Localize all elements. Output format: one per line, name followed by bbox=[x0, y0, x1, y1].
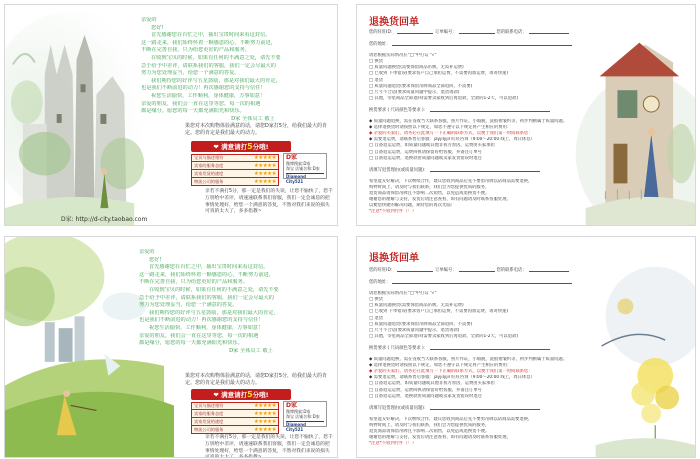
reason-heading: 请您根据实际情况在"□"中打勾 "√" bbox=[369, 53, 437, 59]
letter-line: 都是缘分，愿您的每一天都充满阳光和快乐。 bbox=[141, 108, 245, 115]
reason-option[interactable]: □ 换货 bbox=[369, 59, 384, 65]
letter-line: 首先感谢您在百忙之中，抽出宝贵时间来看这封信。 bbox=[151, 32, 271, 39]
rating-row: 物流公司的服务 ★★★★★ bbox=[191, 178, 279, 186]
notice-line: ◆ 需要退运费，请联系售后客服：jayjilyjil 旺旺咨询（9:00～20:00 线上，周日休息） bbox=[369, 375, 535, 381]
reason-option[interactable]: □ 已收到 下单错误(要求客户自己承担运费，不需要再加运费，请寄快递) bbox=[369, 309, 509, 315]
letter-line: 亲爱的朋友，我们会一直在这里等您，每一次的相遇 bbox=[139, 332, 259, 339]
letter-line: 我们期待您的好评与五星鼓励，那是对我们最大的肯定， bbox=[151, 77, 281, 84]
reason-option[interactable]: □ 已收到 下单错误(要求客户自己承担运费，不需要再加运费，请寄快递) bbox=[369, 71, 509, 77]
letter-line: 您好! bbox=[151, 24, 164, 31]
closing-line: 谢谢您的理解与支持，发货后请注意查看，如有问题请及时联系客服处理， bbox=[369, 435, 511, 441]
reason-heading: 请您根据实际情况在"□"中打勾 "√" bbox=[369, 291, 437, 297]
reason-option[interactable]: □ 退货 bbox=[369, 77, 384, 83]
form-line-address: 您的地址： bbox=[369, 279, 601, 286]
form-line-address: 您的地址： bbox=[369, 41, 605, 48]
closing-line: 以便您快捷的解决问题，期待您的再次光临！ bbox=[369, 203, 455, 209]
form-title: 退换货回单 bbox=[369, 17, 419, 28]
reason-write-heading: 请填写退货理由(或质量问题)： bbox=[369, 167, 605, 174]
greeting-card-top bbox=[4, 4, 338, 226]
order-field[interactable] bbox=[459, 267, 495, 272]
shop-url: D家: http://d-city.taobao.com bbox=[61, 216, 148, 223]
letter-signature: D家 全体员工 敬上 bbox=[229, 347, 273, 354]
letter-line: 我们期待您的好评与五星鼓励，那是对我们最大的肯定， bbox=[149, 309, 279, 316]
letter-line: 不断在完善自我，只为给您更好的产品和服务。 bbox=[139, 279, 248, 286]
notice-line: ◆ 选择退换货时请按照以下规定，如您不遵守以下规定将产生相应的费用： bbox=[369, 363, 512, 369]
reason-option[interactable]: □ 退货 bbox=[369, 315, 384, 321]
letter-line: 在收到宝贝的时候，如果有任何的不满意之处，请先不要 bbox=[149, 286, 279, 293]
closing-note: *注意*不收到付件（！） bbox=[369, 441, 417, 447]
reason-option[interactable]: □ 其他，零星商品全部退回(需要卖家收到后再退款，全款的1-2天，可以退款) bbox=[369, 95, 518, 101]
letter-line: 急于给予中差评，请联系我们的客服，我们一定会尽最大的 bbox=[139, 294, 274, 301]
order-field[interactable] bbox=[459, 29, 495, 34]
rating-outro-text: 亲若不满打5分，那一定是我们的失误，让您不愉快了，您千万别给中差评，请速速联系我们客服，我们一定会诚恳的把事情处理好，给您一个满意的答复，不然对我们来说的损失可真的太大了，多多指教~ bbox=[205, 435, 333, 458]
closing-line: 购物时间上，请及时与我们联系，我们会为您提供优质的服务， bbox=[369, 422, 490, 428]
notice-line: ◆ 需要退运费，请联系售后客服：jayjilyjil 旺旺咨询（9:00～20:00 线上，周日休息） bbox=[369, 137, 535, 143]
letter-line: 祝您生活愉快，工作顺利，身体健康，万事如意！ bbox=[149, 324, 264, 331]
rating-rows bbox=[191, 402, 279, 434]
closing-note: *注意*不收到付件（！） bbox=[369, 209, 417, 215]
star-rating-icons: ★★★★★ bbox=[253, 178, 276, 185]
notice-line: ◆ 亲爱的买家们，请务必在此填写一下正确的联系方式，以便于我们第一时间联系您： bbox=[369, 369, 533, 375]
rating-row: 卖家发货的速度 ★★★★★ bbox=[191, 418, 279, 426]
star-rating-icons: ★★★★★ bbox=[253, 403, 276, 409]
return-form-top bbox=[356, 4, 696, 226]
closing-line: 谢谢您的理解与支持，发货后请注意查看，如有问题请及时联系客服处理， bbox=[369, 197, 511, 203]
letter-line: 亲爱的 bbox=[139, 249, 155, 255]
rating-panel bbox=[191, 141, 327, 187]
rating-row: 卖家发货的速度 ★★★★★ bbox=[191, 170, 279, 178]
thank-you-letter bbox=[139, 249, 333, 355]
letter-line: 祝您生活愉快，工作顺利，身体健康，万事如意！ bbox=[151, 92, 266, 99]
reason-option[interactable]: □ 换货 bbox=[369, 297, 384, 303]
rating-row: 卖家的服务态度 ★★★★★ bbox=[191, 410, 279, 418]
closing-line: 购物时间上，请及时与我们联系，我们会为您提供优质的服务， bbox=[369, 184, 490, 190]
rating-row: 卖家的服务态度 ★★★★★ bbox=[191, 162, 279, 170]
address-field[interactable] bbox=[392, 279, 572, 284]
letter-signature: D家 全体员工 敬上 bbox=[231, 115, 275, 122]
return-form-body bbox=[369, 267, 601, 447]
name-field[interactable] bbox=[397, 267, 433, 272]
greeting-card-bottom bbox=[4, 236, 338, 458]
brand-badge: D家 微博搜索:D家 淘宝 店铺名称:D家 Diamond City521 bbox=[283, 401, 327, 427]
star-rating-icons: ★★★★★ bbox=[253, 426, 276, 433]
letter-line: 也是我们不断前进的动力！再次感谢您的支持与信任！ bbox=[141, 85, 266, 92]
rating-row: 宝贝与描述相符 ★★★★★ bbox=[191, 154, 279, 162]
closing-line: 退货商品请保留吊牌且不影响二次销售，以免造成退换货不便。 bbox=[369, 428, 490, 434]
letter-line: 努力为您处理妥当，给您一个满意的答复。 bbox=[141, 70, 240, 77]
reason-write-heading: 请填写退货理由(或质量问题)： bbox=[369, 405, 601, 412]
letter-line: 亲爱的朋友，我们会一直在这里等您，每一次的相遇 bbox=[141, 100, 261, 107]
exchange-heading: 换货要求 ( 尺码颜色等要求 )： bbox=[369, 345, 601, 352]
form-line-contact: 您的旺旺ID： 订单编号： 您的联系电话： bbox=[369, 29, 605, 36]
notice-option[interactable]: □ 自备退运运费，退换款由质量问题或卖家发货错误时退还 bbox=[369, 155, 482, 161]
closing-line: 希望能友好解决，下次继续合作，建议您收到商品后先不要剪吊牌以防商品需要退换， bbox=[369, 178, 533, 184]
reason-option[interactable]: □ 其他，零星商品全部退回(需要卖家收到后再退款，全款的1-2天，可以退款) bbox=[369, 333, 518, 339]
rating-row: 物流公司的服务 ★★★★★ bbox=[191, 426, 279, 434]
heart-icon: ❤ bbox=[213, 391, 219, 399]
letter-line: 也是我们不断前进的动力！再次感谢您的支持与信任！ bbox=[139, 317, 264, 324]
exchange-request-field[interactable] bbox=[430, 107, 550, 112]
phone-field[interactable] bbox=[529, 29, 569, 34]
rating-heading: ❤ 满意请打5分哦! bbox=[191, 141, 291, 152]
rating-heading: ❤ 满意请打5分哦! bbox=[191, 389, 291, 400]
letter-line: 首先感谢您在百忙之中，抽出宝贵时间来看这封信。 bbox=[149, 264, 269, 271]
star-rating-icons: ★★★★★ bbox=[253, 418, 276, 425]
letter-line: 急于给予中差评，请联系我们的客服，我们一定会尽最大的 bbox=[141, 62, 276, 69]
letter-line: 这一路走来，我们始终怀着一颗感恩的心，不断努力前进， bbox=[141, 39, 276, 46]
brand-badge: D家 微博搜索:D家 淘宝 店铺名称:D家 Diamond City521 bbox=[283, 153, 327, 179]
rating-panel bbox=[191, 389, 327, 435]
form-line-contact: 您的旺旺ID： 订单编号： 您的联系电话： bbox=[369, 267, 601, 274]
letter-line: 这一路走来，我们始终怀着一颗感恩的心，不断努力前进， bbox=[139, 271, 274, 278]
notice-option[interactable]: □ 自备退运运费，如质量问题或其他非我方原因，运费由买家承担 bbox=[369, 143, 495, 149]
star-rating-icons: ★★★★★ bbox=[253, 410, 276, 417]
name-field[interactable] bbox=[397, 29, 433, 34]
closing-line: 希望能友好解决，下次继续合作，建议您收到商品后先不要剪吊牌以防商品需要退换， bbox=[369, 416, 533, 422]
notice-line: ◆ 质量问题退换，需在签收当天联系客服，照片作证，小瑕疵，洗痕褶皱约等，初步判断属于质量问题。 bbox=[369, 119, 568, 125]
rating-outro-text: 亲若不满打5分，那一定是我们的失误，让您不愉快了，您千万别给中差评，请速速联系我们客服，我们一定会诚恳的把事情处理好，给您一个满意的答复，不然对我们来说的损失可真的太大了，多多指教~ bbox=[205, 189, 333, 215]
reason-option[interactable]: □ 质量问题退货(要求保留吊牌商品全部退回，不需要) bbox=[369, 321, 473, 327]
heart-icon: ❤ bbox=[213, 143, 219, 151]
reason-option[interactable]: □ 质量问题退货(要求保留吊牌商品全部退回，不需要) bbox=[369, 83, 473, 89]
notice-line: ◆ 亲爱的买家们，请务必在此填写一下正确的联系方式，以便于我们第一时间联系您： bbox=[369, 131, 533, 137]
rating-rows bbox=[191, 154, 279, 186]
star-rating-icons: ★★★★★ bbox=[253, 170, 276, 177]
exchange-request-field[interactable] bbox=[430, 345, 550, 350]
reason-option[interactable]: □ 质量问题换货(需要保留商品吊牌，无需补运费) bbox=[369, 303, 464, 309]
letter-line: 都是缘分，愿您的每一天都充满阳光和快乐。 bbox=[139, 340, 243, 347]
notice-line: ◆ 选择退换货时请按照以下规定，如您不遵守以下规定将产生相应的费用： bbox=[369, 125, 512, 131]
thank-you-letter bbox=[141, 17, 331, 123]
notice-option[interactable]: □ 自备退运运费，如质量问题或其他非我方原因，运费由买家承担 bbox=[369, 381, 495, 387]
return-form-bottom bbox=[356, 236, 696, 458]
star-rating-icons: ★★★★★ bbox=[253, 162, 276, 169]
star-rating-icons: ★★★★★ bbox=[253, 155, 276, 161]
letter-line: 亲爱的 bbox=[141, 17, 157, 23]
notice-option[interactable]: □ 自备退运运费，运费回执请保留好给客服，并备注订单号 bbox=[369, 149, 482, 155]
return-form-body bbox=[369, 29, 605, 215]
letter-line: 不断在完善自我，只为给您更好的产品和服务。 bbox=[141, 47, 250, 54]
reason-option[interactable]: □ 尺寸不合适(要求质量问题中提示，退货请款) bbox=[369, 89, 460, 95]
letter-line: 努力为您处理妥当，给您一个满意的答复。 bbox=[139, 302, 238, 309]
closing-line: 退货商品请保留吊牌且不影响二次销售，以免造成退换货不便。 bbox=[369, 190, 490, 196]
notice-option[interactable]: □ 自备退运运费，退换款由质量问题或卖家发货错误时退还 bbox=[369, 393, 482, 399]
letter-line: 在收到宝贝的时候，如果有任何的不满意之处，请先不要 bbox=[151, 54, 281, 61]
address-field[interactable] bbox=[392, 41, 572, 46]
rating-intro-text: 果您对本次购物体验满意的话，请您D家打5分，给我们最大的肯定。您的肯定是我们最大的动力。 bbox=[185, 373, 328, 386]
letter-line: 您好! bbox=[149, 256, 162, 263]
reason-option[interactable]: □ 质量问题换货(需要保留商品吊牌，无需补运费) bbox=[369, 65, 464, 71]
reason-write-field[interactable] bbox=[430, 167, 540, 172]
notice-option[interactable]: □ 自备退运运费，运费回执请保留好给客服，并备注订单号 bbox=[369, 387, 482, 393]
notice-line: ◆ 质量问题退换，需在签收当天联系客服，照片作证，小瑕疵，洗痕褶皱约等，初步判断属于质量问题。 bbox=[369, 357, 568, 363]
rating-intro-text: 果您对本次购物体验满意的话，请您D家打5分，给我们最大的肯定。您的肯定是我们最大的动力。 bbox=[185, 123, 328, 136]
reason-write-field[interactable] bbox=[430, 405, 540, 410]
phone-field[interactable] bbox=[529, 267, 569, 272]
reason-option[interactable]: □ 尺寸不合适(要求质量问题中提示，退货请款) bbox=[369, 327, 460, 333]
form-title: 退换货回单 bbox=[369, 253, 419, 264]
rating-row: 宝贝与描述相符 ★★★★★ bbox=[191, 402, 279, 410]
exchange-heading: 换货要求 ( 尺码颜色等要求 )： bbox=[369, 107, 605, 114]
